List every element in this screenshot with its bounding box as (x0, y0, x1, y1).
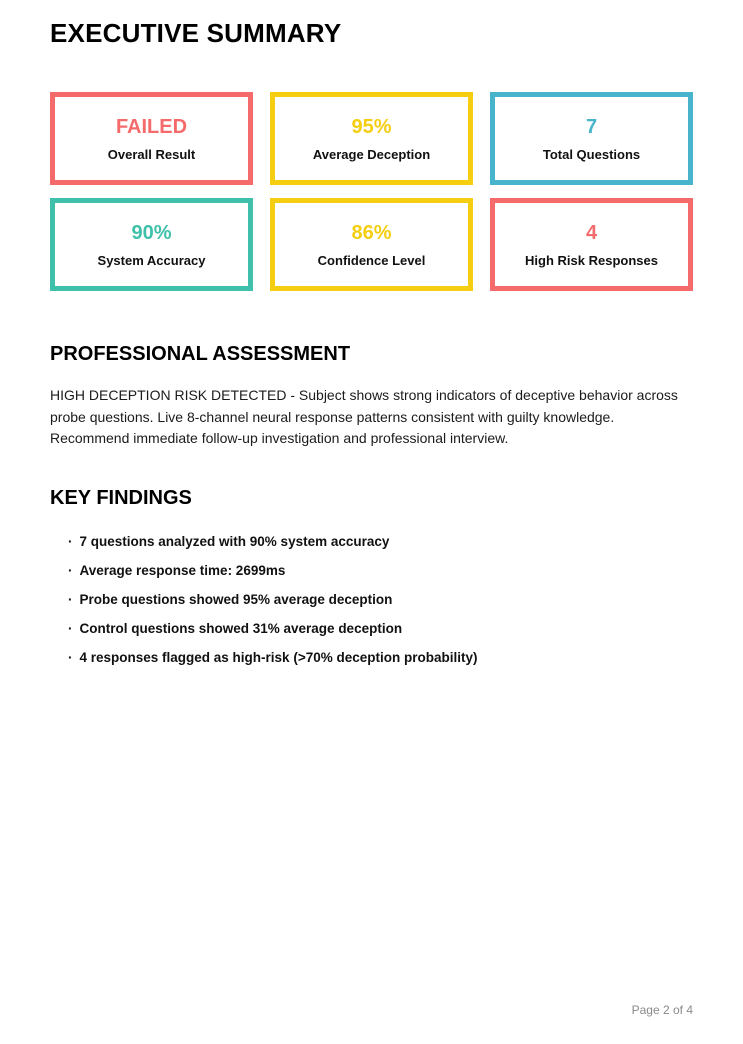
page-title: EXECUTIVE SUMMARY (50, 18, 342, 48)
finding-item (68, 651, 693, 665)
page-number: Page 2 of 4 (631, 1003, 693, 1017)
stat-value: FAILED (115, 115, 188, 138)
stat-value: 4 (585, 221, 598, 244)
stat-card (490, 198, 693, 291)
stat-card (490, 92, 693, 185)
stat-label: System Accuracy (97, 252, 206, 268)
key-findings-list (50, 535, 693, 665)
stat-value: 86% (351, 221, 392, 244)
stat-label: Average Deception (312, 146, 431, 162)
finding-text: Average response time: 2699ms (79, 562, 286, 578)
stat-card (50, 198, 253, 291)
bullet-dot-icon: · (68, 533, 73, 549)
finding-item (68, 622, 693, 636)
finding-item (68, 593, 693, 607)
finding-text: 7 questions analyzed with 90% system accuracy (79, 533, 390, 549)
key-findings-heading: KEY FINDINGS (50, 486, 192, 509)
finding-item (68, 535, 693, 549)
stat-card (270, 198, 473, 291)
stat-card (50, 92, 253, 185)
professional-assessment-heading: PROFESSIONAL ASSESSMENT (50, 343, 351, 365)
bullet-dot-icon: · (68, 649, 73, 665)
stat-label: Overall Result (107, 146, 196, 162)
finding-text: Probe questions showed 95% average deception (79, 591, 393, 607)
stat-value: 95% (351, 115, 392, 138)
bullet-dot-icon: · (68, 591, 73, 607)
stat-label: Total Questions (542, 146, 641, 162)
bullet-dot-icon: · (68, 562, 73, 578)
finding-text: Control questions showed 31% average deception (79, 620, 403, 636)
bullet-dot-icon: · (68, 620, 73, 636)
stat-card (270, 92, 473, 185)
stat-value: 7 (585, 115, 598, 138)
stat-label: High Risk Responses (525, 252, 658, 268)
stat-value: 90% (131, 221, 172, 244)
summary-cards-grid (50, 92, 693, 291)
professional-assessment-text: HIGH DECEPTION RISK DETECTED - Subject shows strong indicators of deceptive behavior across probe questions. Live 8-channel neural response patterns consistent with guilty knowledge. Recommend immediate follow-up investigation and professional interview. (50, 387, 678, 446)
finding-item (68, 564, 693, 578)
finding-text: 4 responses flagged as high-risk (>70% deception probability) (79, 649, 478, 665)
stat-label: Confidence Level (317, 252, 426, 268)
